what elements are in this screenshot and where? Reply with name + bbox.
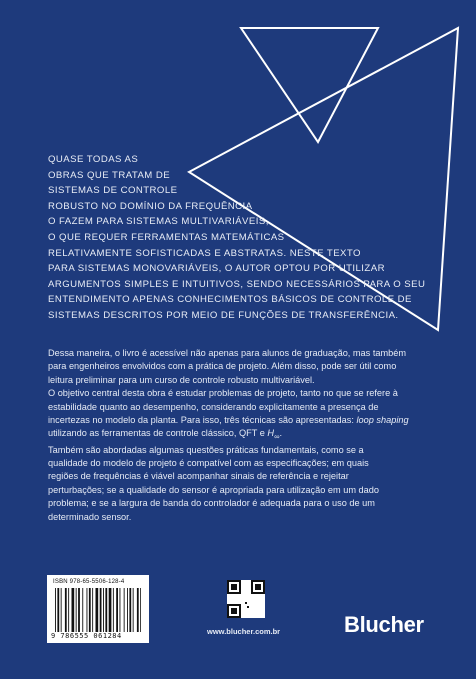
body-line: regiões de frequências é viável acompanhar sinais de referência e rejeitar [48,471,349,482]
h-infinity-symbol: H [267,428,275,439]
loop-shaping-term: loop shaping [356,415,409,426]
lead-line: ROBUSTO NO DOMÍNIO DA FREQUÊNCIA [48,200,253,212]
lead-line: ARGUMENTOS SIMPLES E INTUITIVOS, SENDO NECESSÁRIOS PARA O SEU [48,278,426,290]
body-line: Também são abordadas algumas questões práticas fundamentais, como se a [48,444,364,455]
period: . [279,428,283,439]
lead-line: PARA SISTEMAS MONOVARIÁVEIS, O AUTOR OPTOU POR UTILIZAR [48,263,385,275]
lead-line: RELATIVAMENTE SOFISTICADAS E ABSTRATAS. NESTE TEXTO [48,247,361,259]
lead-line: SISTEMAS DESCRITOS POR MEIO DE FUNÇÕES DE TRANSFERÊNCIA. [48,309,399,321]
body-line [48,414,452,427]
body-line: determinado sensor. [48,511,132,522]
body-line: leitura preliminar para um curso de controle robusto multivariável. [48,374,315,385]
body-line: problema; e se a largura de banda do controlador é adequada para o uso de um [48,498,375,509]
body-line: qualidade do modelo de projeto é compatível com as especificações; em quais [48,458,369,469]
lead-line: OBRAS QUE TRATAM DE [48,169,171,181]
body-line: perturbações; se a qualidade do sensor é apropriada para utilização em um dado [48,484,379,495]
isbn-label: ISBN 978-65-5506-128-4 [53,579,125,585]
lead-line: O FAZEM PARA SISTEMAS MULTIVARIÁVEIS, [48,216,269,228]
body-line: para engenheiros envolvidos com a prática de projeto. Além disso, pode ser útil como [48,361,397,372]
small-triangle [241,28,378,142]
body-line: O objetivo central desta obra é estudar problemas de projeto, tanto no que se refere à [48,388,398,399]
website-link[interactable]: www.blucher.com.br [207,627,281,636]
barcode-bars [55,588,141,632]
body-line-text: utilizando as ferramentas de controle clássico, QFT e [48,428,268,439]
lead-line: QUASE TODAS AS [48,154,139,165]
lead-line: SISTEMAS DE CONTROLE [48,185,178,197]
body-line-text: incertezas no modelo da planta. Para isso, três técnicas são apresentadas: [48,415,357,426]
infinity-subscript: ∞ [274,432,280,442]
body-line: Dessa maneira, o livro é acessível não apenas para alunos de graduação, mas também [48,348,407,358]
publisher-logo: Blucher [344,612,424,637]
qr-code [227,580,265,618]
qr-code-graphic [227,580,265,618]
barcode-digits: 9 786555 061284 [51,632,122,640]
body-line [48,427,452,443]
lead-line: ENTENDIMENTO APENAS CONHECIMENTOS BÁSICOS DE CONTROLE DE [48,294,412,306]
lead-line: O QUE REQUER FERRAMENTAS MATEMÁTICAS [48,231,285,243]
body-text [48,347,452,524]
body-line: estabilidade quanto ao desempenho, considerando explicitamente a presença de [48,401,379,412]
lead-text [48,152,448,324]
isbn-barcode [47,575,149,643]
